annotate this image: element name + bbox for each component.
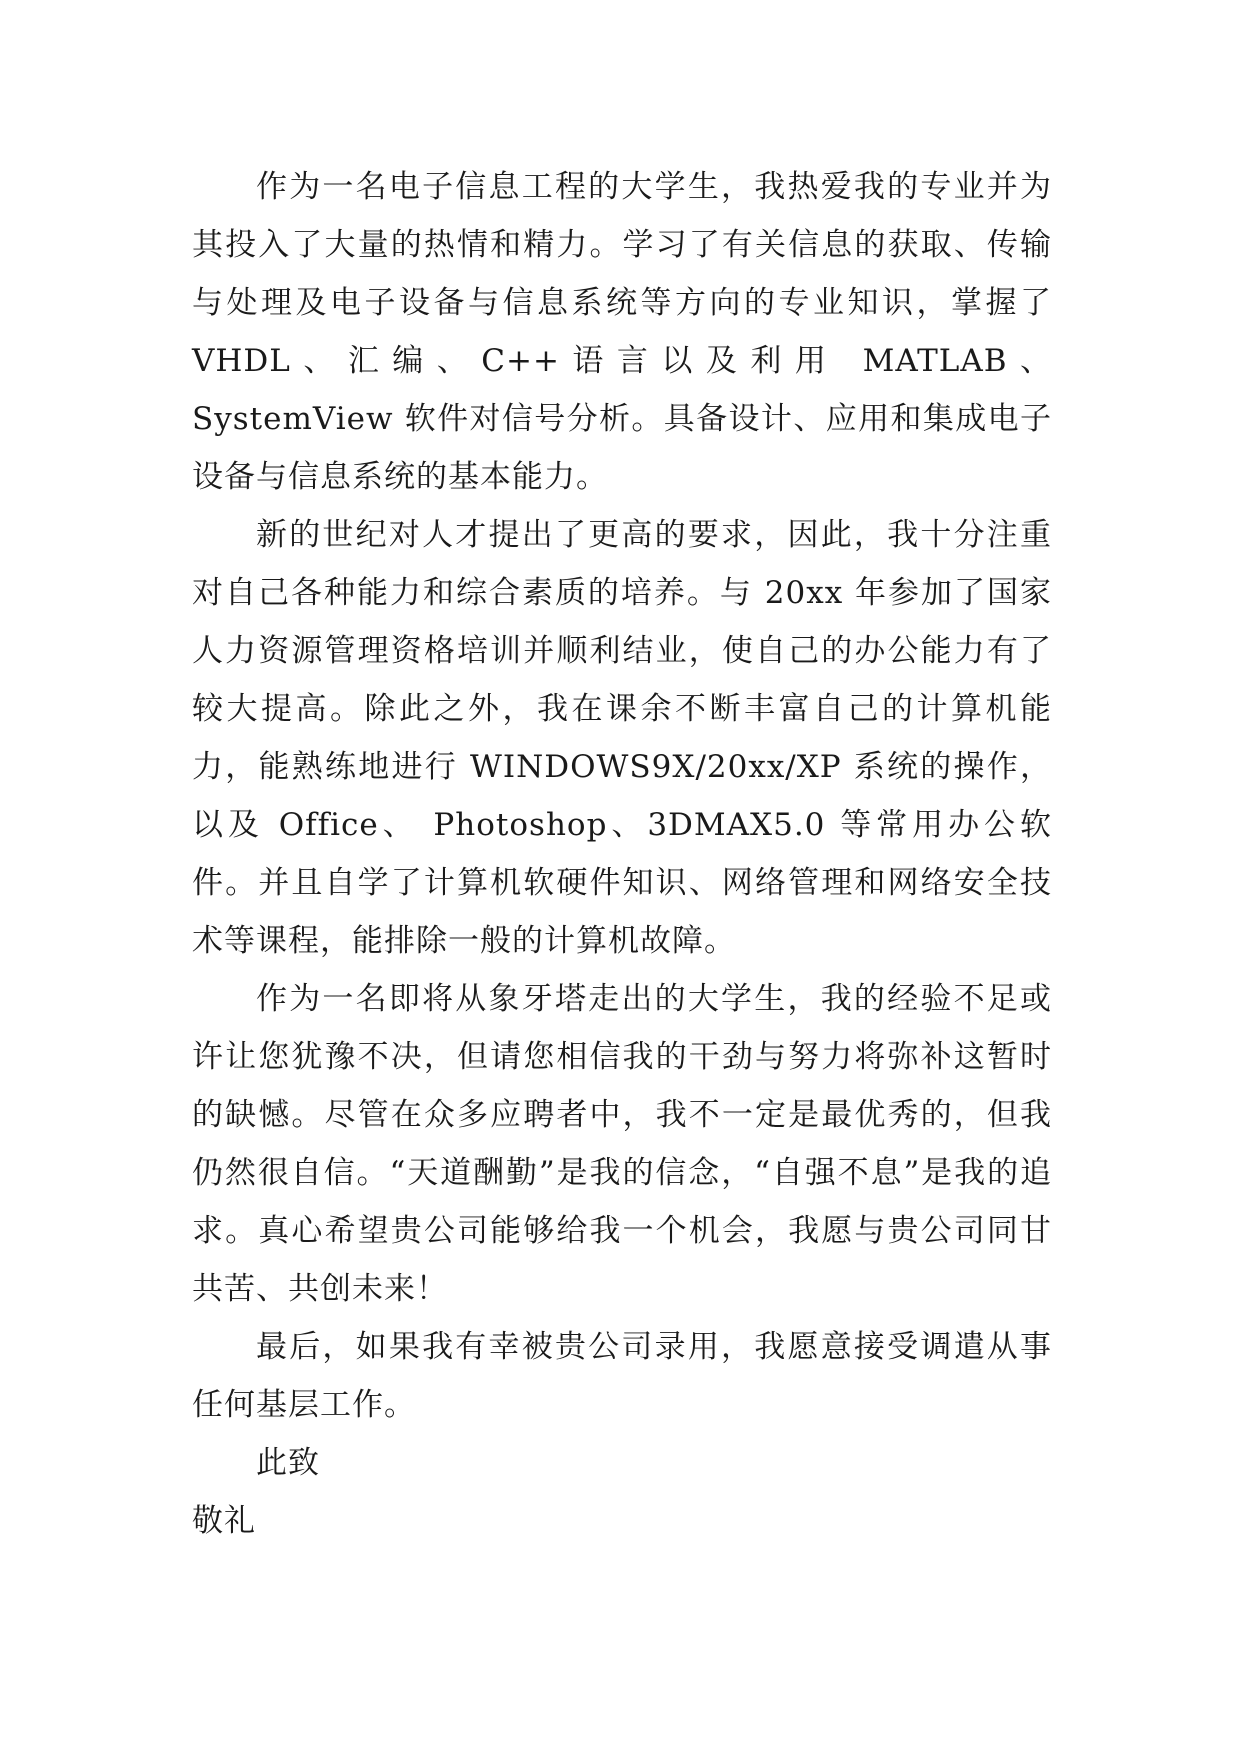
- salutation-line: 敬礼: [192, 1503, 256, 1539]
- paragraph-conclusion: 最后，如果我有幸被贵公司录用，我愿意接受调遣从事任何基层工作。: [192, 1329, 1052, 1423]
- closing-line: 此致: [256, 1445, 320, 1481]
- paragraph-motivation: 作为一名即将从象牙塔走出的大学生，我的经验不足或许让您犹豫不决，但请您相信我的干劲与努力将弥补这暂时的缺憾。尽管在众多应聘者中，我不一定是最优秀的，但我仍然很自信。“天道酬勤”是我的信念，“自强不息”是我的追求。真心希望贵公司能够给我一个机会，我愿与贵公司同甘共苦、共创未来！: [192, 981, 1052, 1307]
- paragraph-skills: 新的世纪对人才提出了更高的要求，因此，我十分注重对自己各种能力和综合素质的培养。与 20xx 年参加了国家人力资源管理资格培训并顺利结业，使自己的办公能力有了较大提高。除此之外，我在课余不断丰富自己的计算机能力，能熟练地进行 WINDOWS9X/20xx/XP 系统的操作，以及 Office、 Photoshop、3DMAX5.0 等常用办公软件。并且自学了计算机软硬件知识、网络管理和网络安全技术等课程，能排除一般的计算机故障。: [192, 517, 1052, 959]
- letter-body: [192, 158, 1052, 1550]
- paragraph-major: 作为一名电子信息工程的大学生，我热爱我的专业并为其投入了大量的热情和精力。学习了有关信息的获取、传输与处理及电子设备与信息系统等方向的专业知识，掌握了VHDL、汇编、C++语言以及利用 MATLAB、SystemView 软件对信号分析。具备设计、应用和集成电子设备与信息系统的基本能力。: [192, 169, 1052, 495]
